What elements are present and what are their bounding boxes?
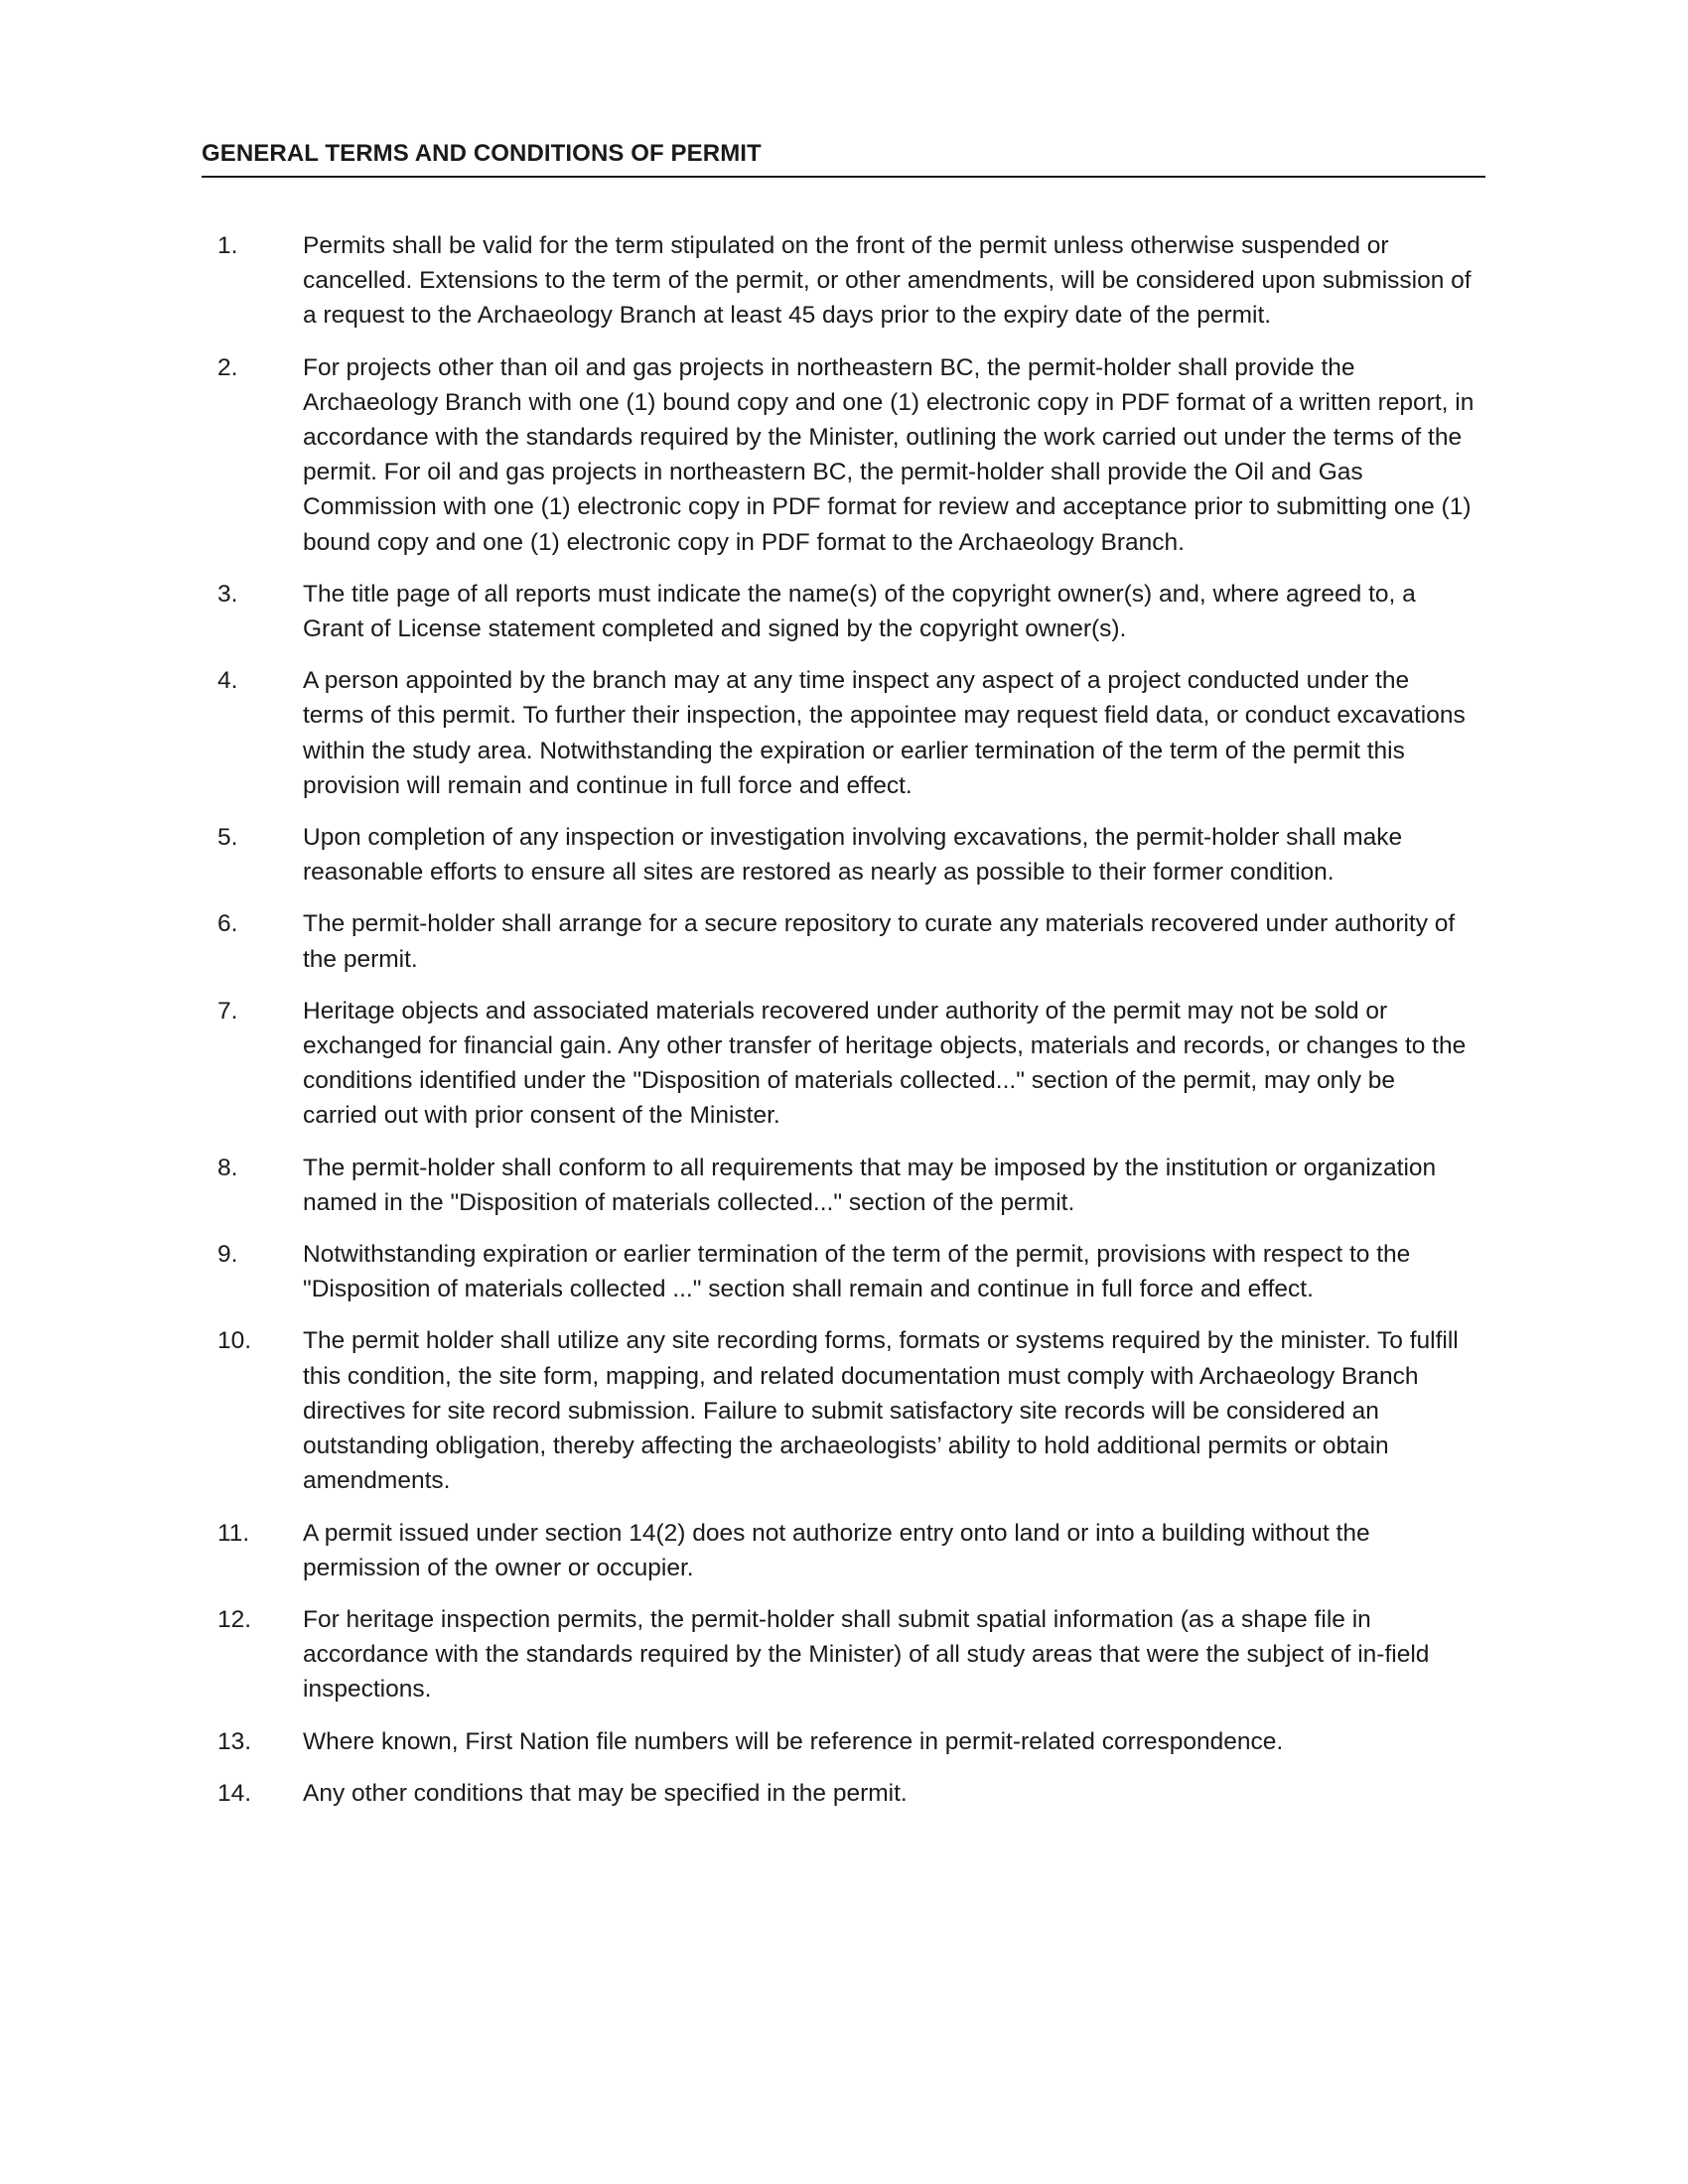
term-item	[202, 228, 1482, 334]
term-text: Notwithstanding expiration or earlier termination of the term of the permit, provisions with respect to the "Disposition of materials collected ..." section shall remain and continue in full force and effect.	[303, 1241, 1411, 1303]
term-number: 5.	[217, 824, 238, 852]
term-item	[202, 820, 1482, 889]
term-number: 6.	[217, 910, 238, 938]
term-item	[202, 906, 1482, 976]
term-item	[202, 1323, 1482, 1498]
page-title: GENERAL TERMS AND CONDITIONS OF PERMIT	[202, 139, 1485, 178]
terms-list	[202, 228, 1482, 1828]
term-text: For heritage inspection permits, the permit-holder shall submit spatial information (as a shape file in accordance with the standards required by the Minister) of all study areas that were the subject of in-field inspections.	[303, 1605, 1430, 1704]
term-item	[202, 1237, 1482, 1306]
term-number: 10.	[217, 1327, 252, 1355]
term-item	[202, 1516, 1482, 1585]
term-text: The permit-holder shall arrange for a secure repository to curate any materials recovered under authority of the permit.	[303, 910, 1456, 973]
term-text: Where known, First Nation file numbers will be reference in permit-related correspondence.	[303, 1727, 1284, 1755]
term-number: 3.	[217, 580, 238, 608]
term-text: A person appointed by the branch may at any time inspect any aspect of a project conducted under the terms of this permit. To further their inspection, the appointee may request field data, or conduct excavations within the study area. Notwithstanding the expiration or earlier termination of the term of the permit this provision will remain and continue in full force and effect.	[303, 667, 1466, 799]
term-item	[202, 994, 1482, 1134]
term-text: Upon completion of any inspection or investigation involving excavations, the permit-holder shall make reasonable efforts to ensure all sites are restored as nearly as possible to their former condition.	[303, 824, 1403, 887]
term-number: 12.	[217, 1605, 252, 1633]
term-number: 4.	[217, 667, 238, 695]
term-item	[202, 1151, 1482, 1220]
term-number: 9.	[217, 1241, 238, 1269]
term-number: 11.	[217, 1519, 250, 1547]
term-text: A permit issued under section 14(2) does not authorize entry onto land or into a building without the permission of the owner or occupier.	[303, 1519, 1370, 1581]
term-item	[202, 350, 1482, 560]
term-text: Permits shall be valid for the term stipulated on the front of the permit unless otherwise suspended or cancelled. Extensions to the term of the permit, or other amendments, will be considered upon submission of a request to the Archaeology Branch at least 45 days prior to the expiry date of the permit.	[303, 232, 1472, 330]
term-item	[202, 663, 1482, 803]
term-text: Any other conditions that may be specified in the permit.	[303, 1779, 908, 1807]
term-number: 14.	[217, 1779, 252, 1807]
term-number: 7.	[217, 997, 238, 1024]
term-text: The permit-holder shall conform to all requirements that may be imposed by the institution or organization named in the "Disposition of materials collected..." section of the permit.	[303, 1154, 1437, 1216]
term-number: 1.	[217, 232, 238, 259]
term-text: For projects other than oil and gas projects in northeastern BC, the permit-holder shall provide the Archaeology Branch with one (1) bound copy and one (1) electronic copy in PDF format of a written report, in accordance with the standards required by the Minister, outlining the work carried out under the terms of the permit. For oil and gas projects in northeastern BC, the permit-holder shall provide the Oil and Gas Commission with one (1) electronic copy in PDF format for review and acceptance prior to submitting one (1) bound copy and one (1) electronic copy in PDF format to the Archaeology Branch.	[303, 353, 1475, 556]
term-text: The title page of all reports must indicate the name(s) of the copyright owner(s) and, where agreed to, a Grant of License statement completed and signed by the copyright owner(s).	[303, 580, 1416, 643]
term-text: The permit holder shall utilize any site recording forms, formats or systems required by the minister. To fulfill this condition, the site form, mapping, and related documentation must comply with Archaeology Branch directives for site record submission. Failure to submit satisfactory site records will be considered an outstanding obligation, thereby affecting the archaeologists’ ability to hold additional permits or obtain amendments.	[303, 1327, 1459, 1495]
term-number: 8.	[217, 1154, 238, 1181]
term-item	[202, 1776, 1482, 1811]
term-number: 2.	[217, 353, 238, 381]
term-item	[202, 577, 1482, 646]
term-item	[202, 1724, 1482, 1759]
term-item	[202, 1602, 1482, 1707]
term-text: Heritage objects and associated materials recovered under authority of the permit may not be sold or exchanged for financial gain. Any other transfer of heritage objects, materials and records, or changes to the conditions identified under the "Disposition of materials collected..." section of the permit, may only be carried out with prior consent of the Minister.	[303, 997, 1467, 1130]
term-number: 13.	[217, 1727, 252, 1755]
